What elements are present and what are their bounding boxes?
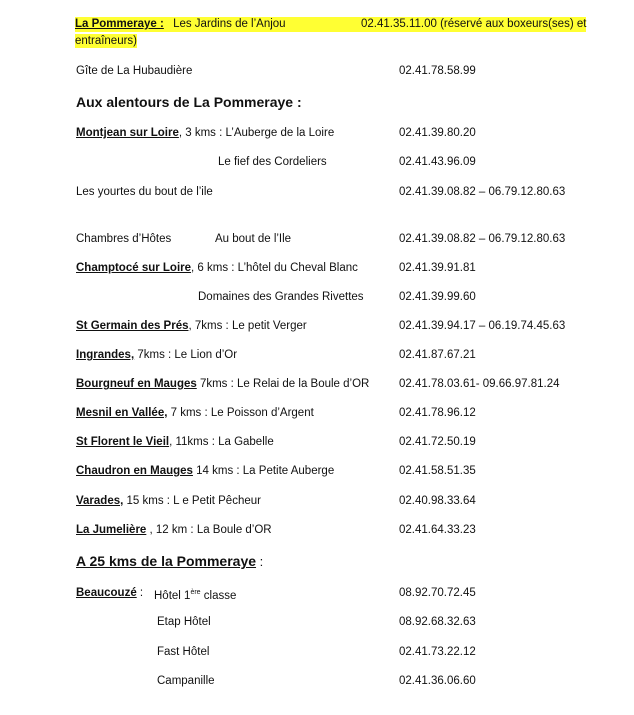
campanille-phone: 02.41.36.06.60 xyxy=(399,675,476,687)
stgermain-phone: 02.41.39.94.17 – 06.19.74.45.63 xyxy=(399,320,566,332)
etap-phone: 08.92.68.32.63 xyxy=(399,616,476,628)
bourgneuf-phone: 02.41.78.03.61- 09.66.97.81.24 xyxy=(399,378,560,390)
varades-line xyxy=(76,494,261,508)
fief-name: Le fief des Cordeliers xyxy=(218,156,327,168)
hubaudiere-name: Gîte de La Hubaudière xyxy=(76,65,193,77)
champtoce-line xyxy=(76,261,358,275)
domaines-phone: 02.41.39.99.60 xyxy=(399,291,476,303)
stgermain-rest: , 7kms : Le petit Verger xyxy=(188,320,307,332)
fief-phone: 02.41.43.96.09 xyxy=(399,156,476,168)
ingrandes-phone: 02.41.87.67.21 xyxy=(399,349,476,361)
campanille-name: Campanille xyxy=(157,675,215,687)
mesnil-place: Mesnil en Vallée, xyxy=(76,407,168,419)
stflorent-place: St Florent le Vieil xyxy=(76,436,170,448)
top-venue: Les Jardins de l’Anjou xyxy=(173,18,286,30)
montjean-line xyxy=(76,126,334,140)
ingrandes-rest: 7kms : Le Lion d’Or xyxy=(134,349,238,361)
ingrandes-place: Ingrandes, xyxy=(76,349,135,361)
hubaudiere-phone: 02.41.78.58.99 xyxy=(399,65,476,77)
jumeliere-place: La Jumelière xyxy=(76,524,147,536)
heading2-rest: : xyxy=(256,554,264,569)
chaudron-place: Chaudron en Mauges xyxy=(76,465,193,477)
yourtes-name: Les yourtes du bout de l’ile xyxy=(76,186,213,198)
varades-phone: 02.40.98.33.64 xyxy=(399,495,476,507)
stflorent-line xyxy=(76,435,274,449)
beaucouze-phone: 08.92.70.72.45 xyxy=(399,587,476,599)
montjean-rest: , 3 kms : L’Auberge de la Loire xyxy=(178,127,335,139)
stflorent-rest: , 11kms : La Gabelle xyxy=(169,436,274,448)
chaudron-rest: 14 kms : La Petite Auberge xyxy=(192,465,335,477)
fast-phone: 02.41.73.22.12 xyxy=(399,646,476,658)
chambres-phone: 02.41.39.08.82 – 06.79.12.80.63 xyxy=(399,233,566,245)
ingrandes-line xyxy=(76,348,237,362)
top-phone-cont: entraîneurs) xyxy=(75,35,138,47)
mesnil-line xyxy=(76,406,314,420)
beaucouze-place: Beaucouzé xyxy=(76,587,137,599)
section-heading-25kms xyxy=(76,554,263,570)
beaucouze-hotel xyxy=(154,586,236,603)
varades-place: Varades, xyxy=(76,495,124,507)
top-place: La Pommeraye : xyxy=(75,18,164,30)
chaudron-line xyxy=(76,464,334,478)
section-heading-alentours: Aux alentours de La Pommeraye : xyxy=(76,94,302,110)
bourgneuf-line xyxy=(76,377,369,391)
chambres-name: Au bout de l’Ile xyxy=(215,233,292,245)
stgermain-line xyxy=(76,319,307,333)
beaucouze-hotel-rest: classe xyxy=(200,589,237,602)
stgermain-place: St Germain des Prés xyxy=(76,320,189,332)
beaucouze-hotel-sup: ère xyxy=(190,589,201,596)
jumeliere-rest: , 12 km : La Boule d’OR xyxy=(146,524,272,536)
mesnil-phone: 02.41.78.96.12 xyxy=(399,407,476,419)
top-phone: 02.41.35.11.00 (réservé aux boxeurs(ses) et xyxy=(361,18,587,30)
jumeliere-line xyxy=(76,523,272,537)
stflorent-phone: 02.41.72.50.19 xyxy=(399,436,476,448)
beaucouze-rest: : xyxy=(136,587,144,599)
jumeliere-phone: 02.41.64.33.23 xyxy=(399,524,476,536)
mesnil-rest: 7 kms : Le Poisson d’Argent xyxy=(167,407,314,419)
champtoce-phone: 02.41.39.91.81 xyxy=(399,262,476,274)
bourgneuf-rest: 7kms : Le Relai de la Boule d’OR xyxy=(196,378,370,390)
montjean-place: Montjean sur Loire xyxy=(76,127,179,139)
beaucouze-hotel-text: Hôtel 1 xyxy=(154,589,191,602)
etap-name: Etap Hôtel xyxy=(157,616,211,628)
champtoce-rest: , 6 kms : L’hôtel du Cheval Blanc xyxy=(191,262,358,274)
montjean-phone: 02.41.39.80.20 xyxy=(399,127,476,139)
chambres-label: Chambres d’Hôtes xyxy=(76,233,172,245)
varades-rest: 15 kms : L e Petit Pêcheur xyxy=(123,495,261,507)
bourgneuf-place: Bourgneuf en Mauges xyxy=(76,378,197,390)
heading2-text: A 25 kms de la Pommeraye xyxy=(76,553,257,569)
domaines-name: Domaines des Grandes Rivettes xyxy=(198,291,364,303)
champtoce-place: Champtocé sur Loire xyxy=(76,262,192,274)
fast-name: Fast Hôtel xyxy=(157,646,210,658)
yourtes-phone: 02.41.39.08.82 – 06.79.12.80.63 xyxy=(399,186,566,198)
beaucouze-line xyxy=(76,586,143,600)
chaudron-phone: 02.41.58.51.35 xyxy=(399,465,476,477)
